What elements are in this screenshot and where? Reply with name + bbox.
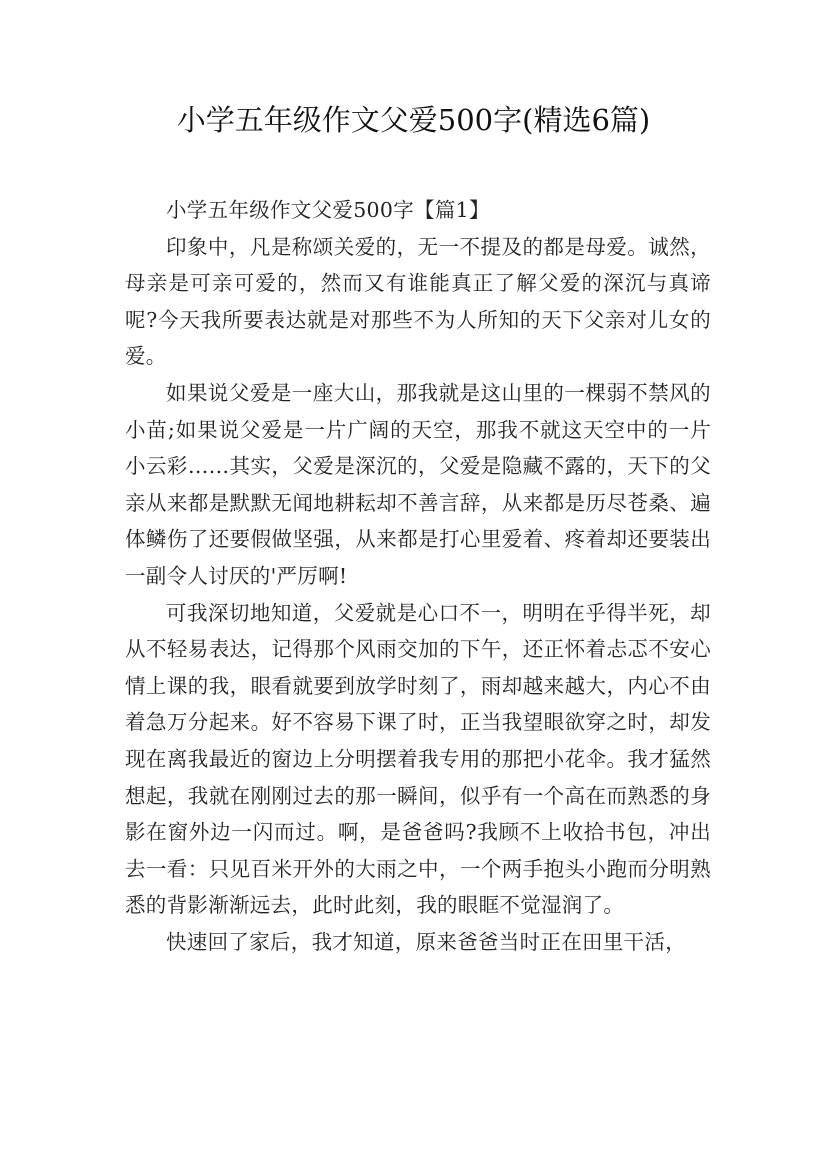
document-body: [125, 192, 711, 960]
paragraph-3: 可我深切地知道，父爱就是心口不一，明明在乎得半死，却从不轻易表达，记得那个风雨交加的下午，还正怀着忐忑不安心情上课的我，眼看就要到放学时刻了，雨却越来越大，内心不由着急万分起来。好不容易下课了时，正当我望眼欲穿之时，却发现在离我最近的窗边上分明摆着我专用的那把小花伞。我才猛然想起，我就在刚刚过去的那一瞬间，似乎有一个高在而熟悉的身影在窗外边一闪而过。啊，是爸爸吗?我顾不上收拾书包，冲出去一看：只见百米开外的大雨之中，一个两手抱头小跑而分明熟悉的背影渐渐远去，此时此刻，我的眼眶不觉湿润了。: [125, 600, 711, 918]
paragraph-4: 快速回了家后，我才知道，原来爸爸当时正在田里干活，: [166, 929, 686, 954]
document-title: 小学五年级作文父爱500字(精选6篇): [176, 103, 651, 137]
paragraph-1: 印象中，凡是称颂关爱的，无一不提及的都是母爱。诚然，母亲是可亲可爱的，然而又有谁能真正了解父爱的深沉与真谛呢?今天我所要表达就是对那些不为人所知的天下父亲对儿女的爱。: [125, 234, 711, 369]
paragraph-2: 如果说父爱是一座大山，那我就是这山里的一棵弱不禁风的小苗;如果说父爱是一片广阔的天空，那我不就这天空中的一片小云彩……其实，父爱是深沉的，父爱是隐藏不露的，天下的父亲从来都是默默无闻地耕耘却不善言辞，从来都是历尽苍桑、遍体鳞伤了还要假做坚强，从来都是打心里爱着、疼着却还要装出一副令人讨厌的'严厉啊!: [125, 380, 711, 588]
section-heading: 小学五年级作文父爱500字【篇1】: [166, 198, 490, 222]
